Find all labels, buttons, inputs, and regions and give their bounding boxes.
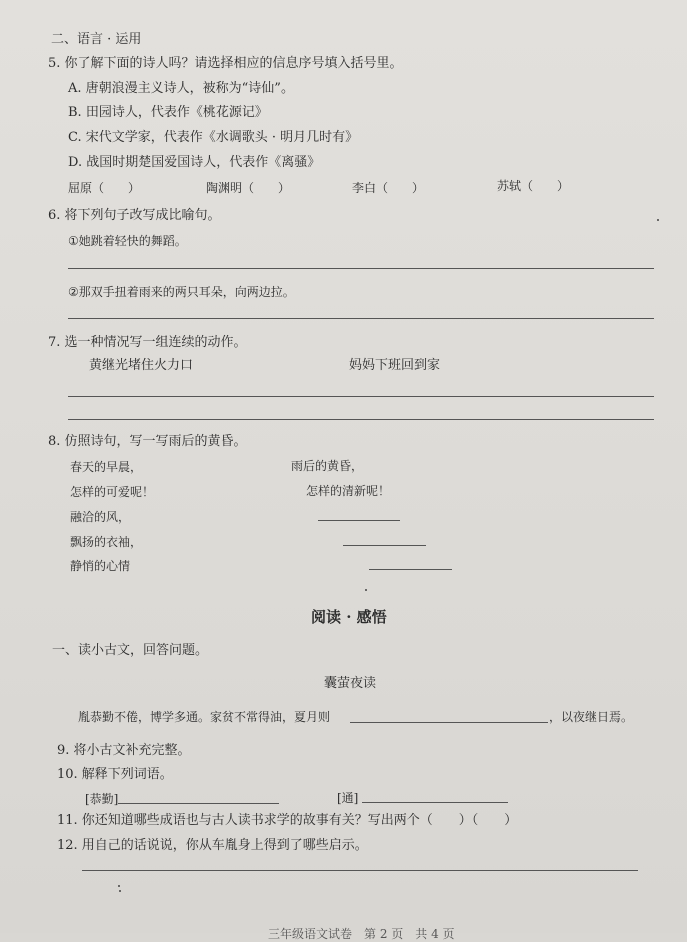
q5-poet-sushi[interactable]: 苏轼（ ） [497,179,570,193]
ink-speck [119,890,121,892]
ink-speck [365,589,367,591]
q10-answer-line-2[interactable] [362,802,508,803]
q8-left-line-4: 飘扬的衣袖， [70,535,143,549]
q7-option-2: 妈妈下班回到家 [349,358,441,373]
q8-left-line-1: 春天的早晨， [70,460,143,474]
q6-sentence-2: ②那双手扭着雨来的两只耳朵，向两边拉。 [68,285,295,299]
q5-poet-taoyuanming[interactable]: 陶渊明（ ） [206,181,291,195]
question-6-stem: 6. 将下列句子改写成比喻句。 [48,208,221,223]
passage-text-start: 胤恭勤不倦，博学多通。家贫不常得油，夏月则 [78,710,331,724]
passage-title: 囊萤夜读 [324,676,377,691]
q8-left-line-5: 静悄的心情 [70,559,131,573]
q7-answer-line-2[interactable] [68,419,654,420]
q6-answer-line-2[interactable] [68,318,654,319]
q10-term-1: [恭勤] [85,792,119,806]
question-10-stem: 10. 解释下列词语。 [57,767,173,782]
q5-poet-libai[interactable]: 李白（ ） [352,181,425,195]
reading-section-title: 阅读 · 感悟 [311,608,387,626]
page-footer: 三年级语文试卷 第 2 页 共 4 页 [268,927,455,941]
q6-sentence-1: ①她跳着轻快的舞蹈。 [68,234,187,248]
q5-option-c: C. 宋代文学家，代表作《水调歌头 · 明月几时有》 [68,130,359,145]
passage-blank[interactable] [350,722,548,723]
q12-answer-line[interactable] [82,870,638,871]
question-7-stem: 7. 选一种情况写一组连续的动作。 [48,335,247,350]
question-5-stem: 5. 你了解下面的诗人吗？请选择相应的信息序号填入括号里。 [48,56,403,71]
q5-poet-quyuan[interactable]: 屈原（ ） [68,181,141,195]
q8-right-line-2: 怎样的清新呢！ [306,484,391,498]
question-9-stem: 9. 将小古文补充完整。 [57,743,191,758]
ink-speck [657,219,659,221]
q7-answer-line-1[interactable] [68,396,654,397]
q5-option-a: A. 唐朝浪漫主义诗人，被称为“诗仙”。 [68,81,294,96]
q6-answer-line-1[interactable] [68,268,654,269]
q8-left-line-2: 怎样的可爱呢！ [70,485,155,499]
section-title: 二、语言 · 运用 [51,32,142,47]
question-12-stem: 12. 用自己的话说说，你从车胤身上得到了哪些启示。 [57,838,368,853]
q7-option-1: 黄继光堵住火力口 [89,358,194,373]
q8-answer-line-2[interactable] [343,545,426,546]
q5-option-b: B. 田园诗人，代表作《桃花源记》 [68,105,268,120]
reading-part-1-heading: 一、读小古文，回答问题。 [52,643,209,658]
q8-right-line-1: 雨后的黄昏， [291,459,364,473]
q8-answer-line-3[interactable] [369,569,452,570]
question-8-stem: 8. 仿照诗句，写一写雨后的黄昏。 [48,434,247,449]
question-11-stem: 11. 你还知道哪些成语也与古人读书求学的故事有关？写出两个（ ）（ ） [57,813,518,828]
q5-option-d: D. 战国时期楚国爱国诗人，代表作《离骚》 [68,155,321,170]
passage-text-end: ，以夜继日焉。 [549,710,634,724]
ink-speck [118,885,120,887]
q8-answer-line-1[interactable] [318,520,400,521]
q8-left-line-3: 融洽的风， [70,510,131,524]
q10-term-2: [通] [337,791,359,805]
q10-answer-line-1[interactable] [118,803,279,804]
